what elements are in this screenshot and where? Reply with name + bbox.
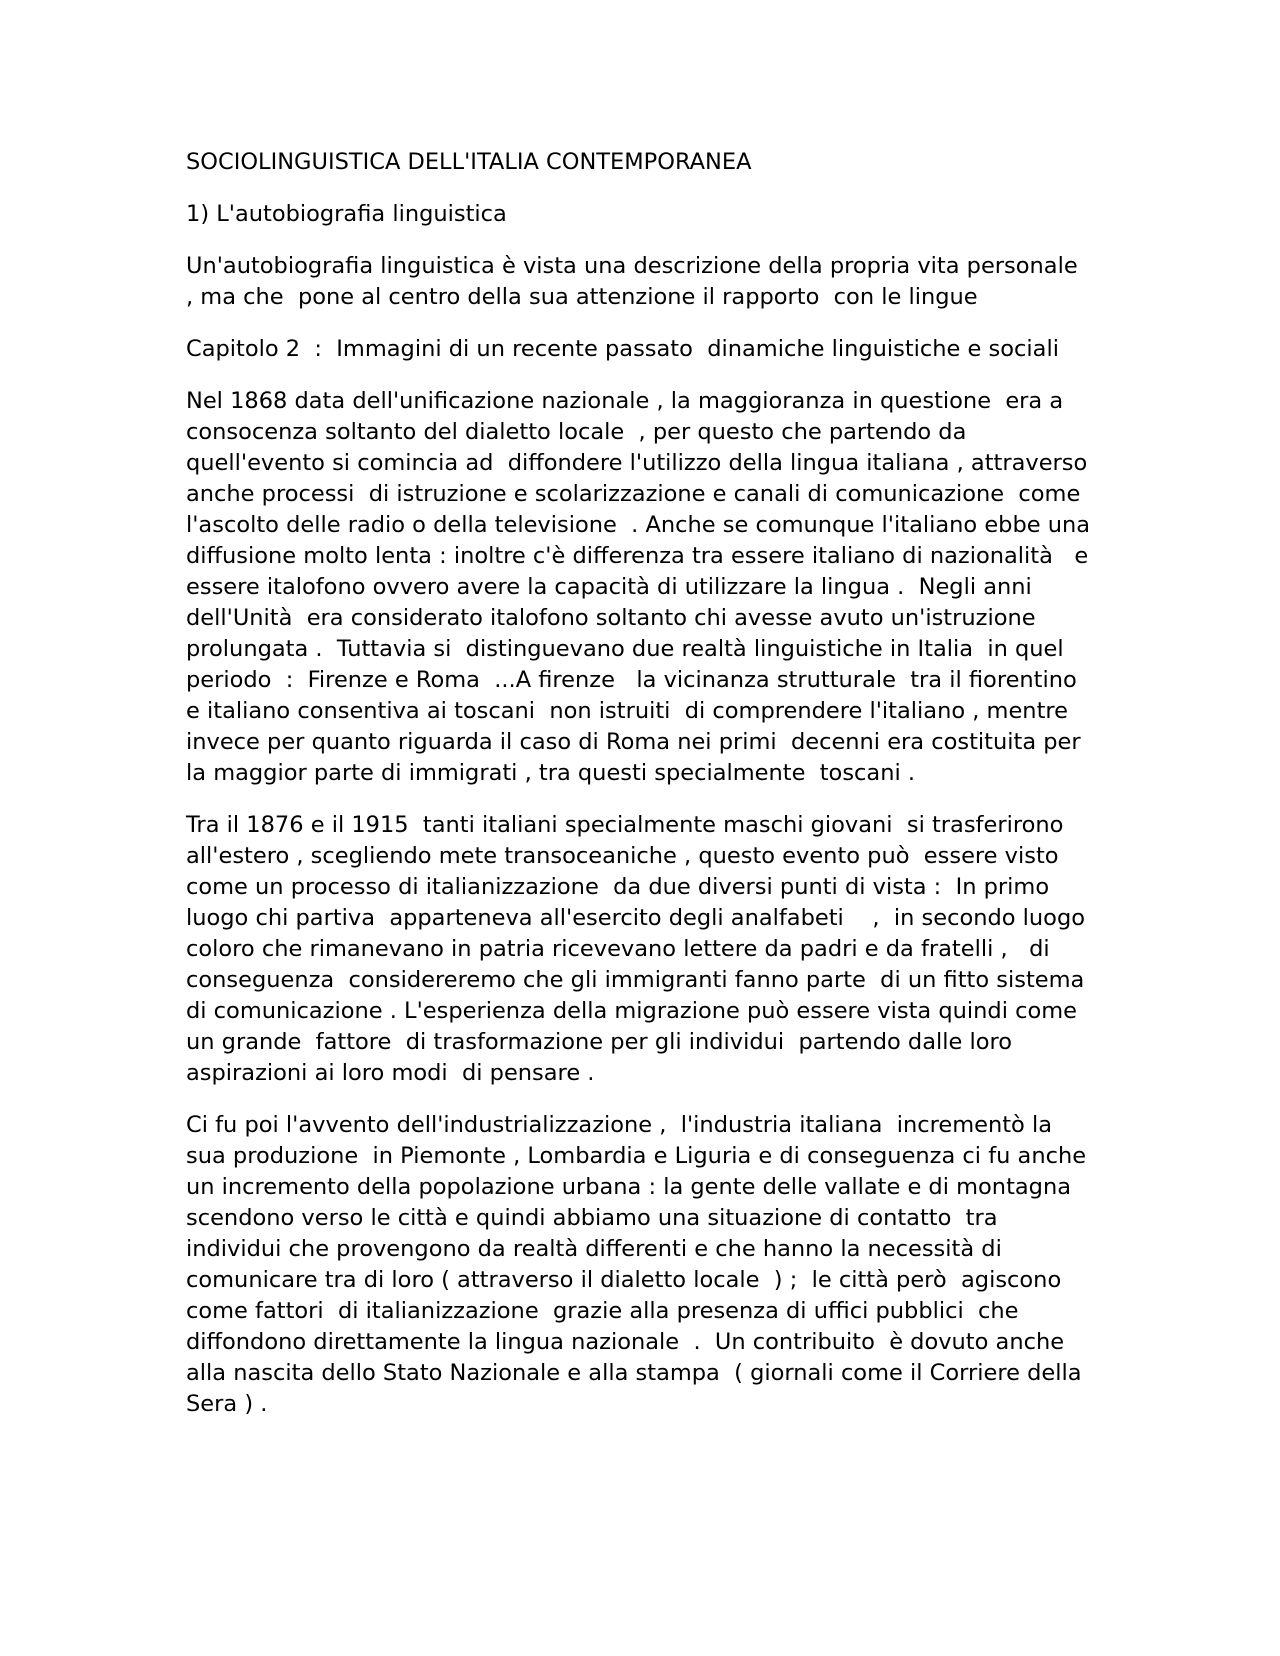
document-body bbox=[186, 147, 1100, 1420]
paragraph-unification: Nel 1868 data dell'unificazione nazionale , la maggioranza in questione era a consocenza soltanto del dialetto locale , per questo che partendo da quell'evento si comincia ad diffondere l'utilizzo della lingua italiana , attraverso anche processi di istruzione e scolarizzazione e canali di comunicazione come l'ascolto delle radio o della televisione . Anche se comunque l'italiano ebbe una diffusione molto lenta : inoltre c'è differenza tra essere italiano di nazionalità e essere italofono ovvero avere la capacità di utilizzare la lingua . Negli anni dell'Unità era considerato italofono soltanto chi avesse avuto un'istruzione prolungata . Tuttavia si distinguevano due realtà linguistiche in Italia in quel periodo : Firenze e Roma ...A firenze la vicinanza strutturale tra il fiorentino e italiano consentiva ai toscani non istruiti di comprendere l'italiano , mentre invece per quanto riguarda il caso di Roma nei primi decenni era costituita per la maggior parte di immigrati , tra questi specialmente toscani . bbox=[186, 388, 1098, 786]
document-title: SOCIOLINGUISTICA DELL'ITALIA CONTEMPORANEA bbox=[186, 149, 752, 175]
chapter-heading: Capitolo 2 : Immagini di un recente passato dinamiche linguistiche e sociali bbox=[186, 336, 1059, 362]
paragraph-industrialization: Ci fu poi l'avvento dell'industrializzazione , l'industria italiana incrementò la sua produzione in Piemonte , Lombardia e Liguria e di conseguenza ci fu anche un incremento della popolazione urbana : la gente delle vallate e di montagna scendono verso le città e quindi abbiamo una situazione di contatto tra individui che provengono da realtà differenti e che hanno la necessità di comunicare tra di loro ( attraverso il dialetto locale ) ; le città però agiscono come fattori di italianizzazione grazie alla presenza di uffici pubblici che diffondono direttamente la lingua nazionale . Un contribuito è dovuto anche alla nascita dello Stato Nazionale e alla stampa ( giornali come il Corriere della Sera ) . bbox=[186, 1112, 1094, 1417]
section-heading: 1) L'autobiografia linguistica bbox=[186, 201, 507, 227]
definition-paragraph: Un'autobiografia linguistica è vista una descrizione della propria vita personale , ma che pone al centro della sua attenzione il rapporto con le lingue bbox=[186, 253, 1092, 310]
paragraph-emigration: Tra il 1876 e il 1915 tanti italiani specialmente maschi giovani si trasferirono all'estero , scegliendo mete transoceaniche , questo evento può essere visto come un processo di italianizzazione da due diversi punti di vista : In primo luogo chi partiva apparteneva all'esercito degli analfabeti , in secondo luogo coloro che rimanevano in patria ricevevano lettere da padri e da fratelli , di conseguenza considereremo che gli immigranti fanno parte di un fitto sistema di comunicazione . L'esperienza della migrazione può essere vista quindi come un grande fattore di trasformazione per gli individui partendo dalle loro aspirazioni ai loro modi di pensare . bbox=[186, 812, 1100, 1086]
